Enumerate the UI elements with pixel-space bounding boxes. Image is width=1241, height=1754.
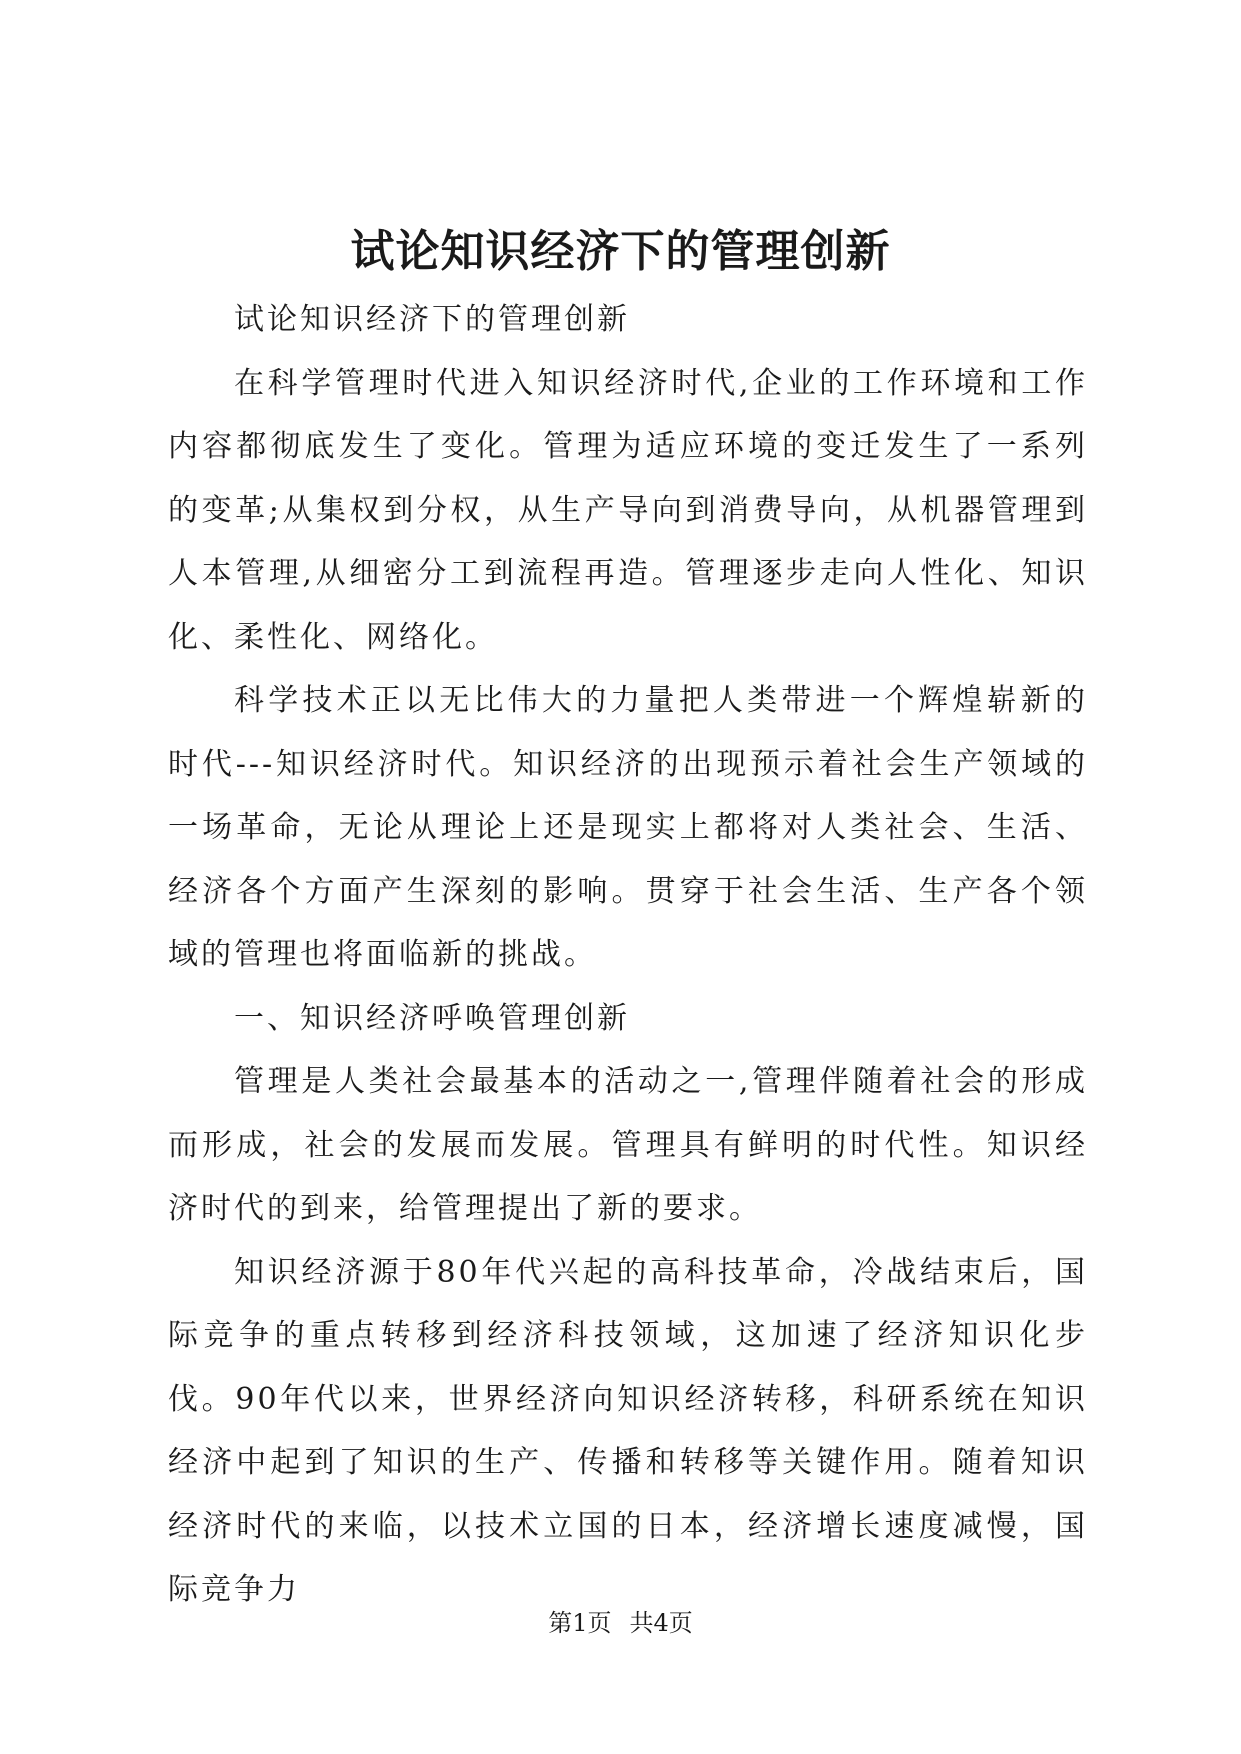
document-title: 试论知识经济下的管理创新 [350, 226, 891, 277]
paragraph: 在科学管理时代进入知识经济时代,企业的工作环境和工作内容都彻底发生了变化。管理为适应环境的变迁发生了一系列的变革;从集权到分权，从生产导向到消费导向，从机器管理到人本管理,从细密分工到流程再造。管理逐步走向人性化、知识化、柔性化、网络化。 [168, 365, 1088, 655]
paragraph: 管理是人类社会最基本的活动之一,管理伴随着社会的形成而形成，社会的发展而发展。管理具有鲜明的时代性。知识经济时代的到来，给管理提出了新的要求。 [168, 1064, 1088, 1226]
page-footer [0, 1606, 1241, 1640]
page-number: 第1页 [548, 1609, 612, 1637]
paragraph: 科学技术正以无比伟大的力量把人类带进一个辉煌崭新的时代---知识经济时代。知识经济的出现预示着社会生产领域的一场革命，无论从理论上还是现实上都将对人类社会、生活、经济各个方面产生深刻的影响。贯穿于社会生活、生产各个领域的管理也将面临新的挑战。 [168, 683, 1088, 972]
section-heading: 一、知识经济呼唤管理创新 [234, 1000, 630, 1036]
paragraph-subtitle: 试论知识经济下的管理创新 [234, 302, 630, 337]
paragraph: 知识经济源于80年代兴起的高科技革命，冷战结束后，国际竞争的重点转移到经济科技领域，这加速了经济知识化步伐。90年代以来，世界经济向知识经济转移，科研系统在知识经济中起到了知识的生产、传播和转移等关键作用。随着知识经济时代的来临，以技术立国的日本，经济增长速度减慢，国际竞争力 [168, 1254, 1088, 1607]
page-total: 共4页 [629, 1609, 693, 1637]
document-body [168, 288, 1088, 1622]
